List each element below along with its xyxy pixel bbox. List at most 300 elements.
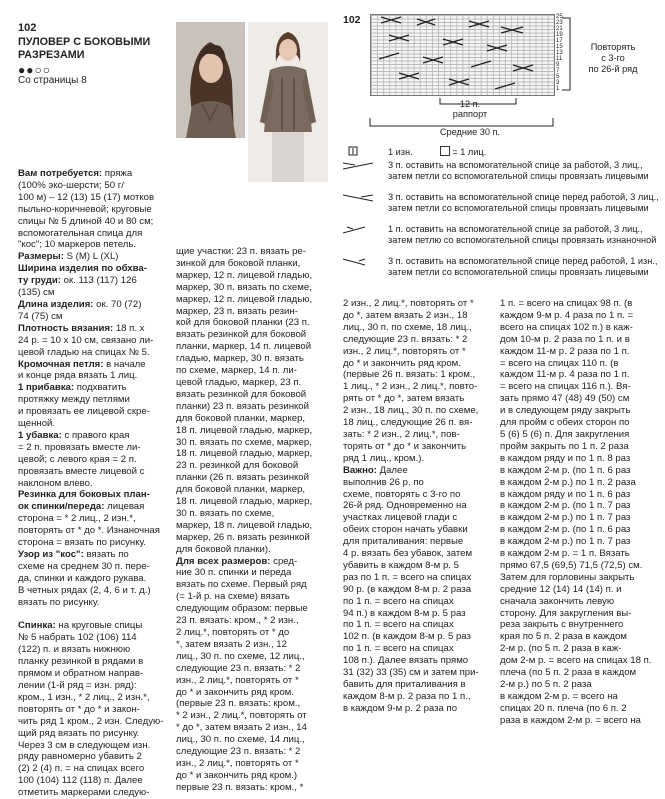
text-line-body: по 1 п. = всего на спицах (343, 643, 454, 655)
text-line (500, 572, 662, 584)
text-line (18, 632, 168, 644)
text-line-body: 2-м р.) по 5 п. 2 раза (500, 679, 592, 690)
text-line (500, 489, 662, 501)
text-line-body: щие участки: 23 п. вязать ре- (176, 246, 306, 257)
text-line (343, 381, 498, 393)
knit-symbol-icon (440, 146, 450, 156)
text-line-body: лиц., 30 п. по схеме, 12 лиц., (176, 650, 305, 662)
text-line-body: выполнив 26 р. по (343, 476, 424, 488)
text-line-body: в каждом ряду и по 1 п. 8 раз (500, 452, 631, 464)
text-line (176, 496, 324, 508)
text-line-body: (первые 23 п. вязать: кром., (176, 698, 301, 710)
text-line-heading: Для всех размеров: (176, 555, 271, 567)
text-line (176, 258, 324, 270)
text-line-body: лении (1-й ряд = изн. ряд): (18, 679, 137, 691)
text-line (18, 620, 168, 632)
text-line-body: кой для боковой планки (23 п. (176, 317, 310, 329)
text-line (500, 643, 662, 655)
text-line-body: провязать вместе лицевой с (18, 465, 145, 477)
difficulty-rating: ●●○○ (18, 63, 51, 77)
text-line (176, 377, 324, 389)
text-line (176, 675, 324, 687)
text-line (18, 180, 168, 192)
text-line-body: лицевая (104, 501, 145, 513)
pattern-number: 102 (18, 22, 37, 34)
text-line-body: маркер, 12 п. лицевой гладью, (176, 293, 313, 305)
text-line-body: до * и закончить ряд кром. (343, 357, 461, 369)
text-line-body: на круговые спицы (55, 620, 143, 632)
row-number: 1 (556, 86, 560, 92)
text-line-body: = всего на спицах 116 п.). Вя- (500, 381, 631, 393)
text-line (18, 692, 168, 704)
text-line (500, 441, 662, 453)
text-line (176, 698, 324, 710)
text-line (343, 393, 498, 405)
text-line-body: каждом 11-м р. 4 раза по 1 п. (500, 369, 630, 381)
text-line (18, 347, 168, 359)
text-line-body: в каждом 2-м р.) по 1 п. 2 раза (500, 476, 636, 488)
text-line-body: отметить маркерами следую- (18, 787, 150, 799)
text-line (176, 615, 324, 627)
text-line-body: спицы № 5 длиной 40 и 80 см; (18, 215, 154, 227)
text-line-heading: Кромочная петля: (18, 358, 104, 370)
text-line-body: до * и закончить ряд кром.) (176, 769, 298, 781)
text-line-body: = 2 п. провязать вместе ли- (18, 441, 141, 453)
text-line-body: щенной. (18, 418, 56, 430)
text-line (343, 334, 498, 346)
text-line (176, 472, 324, 484)
text-line-heading: Плотность вязания: (18, 322, 114, 334)
text-line-body: по 1 п. = всего на спицах (343, 619, 454, 631)
text-line-body: маркер, 12 п. лицевой гладью, (176, 269, 313, 281)
text-line-body: 30 п. вязать по схеме, (176, 507, 275, 519)
text-line-body: (100% эко-шерсти; 50 г/ (18, 179, 124, 191)
text-line-body: схеме на среднем 30 п. пере- (18, 560, 150, 572)
text-line-body: маркер, 23 п. вязать резин- (176, 305, 298, 317)
text-line-body: всего на спицах 102 п.) в каж- (500, 321, 633, 333)
text-line-body: изн., 2 лиц.*, повторять от * (176, 757, 299, 769)
text-line (18, 466, 168, 478)
text-line (343, 524, 498, 536)
text-line-body: вязать по рисунку. (18, 596, 100, 608)
text-line (343, 441, 498, 453)
text-line (18, 513, 168, 525)
text-line (500, 500, 662, 512)
text-line (500, 310, 662, 322)
text-line (343, 596, 498, 608)
chart-number: 102 (343, 14, 361, 26)
text-line (500, 405, 662, 417)
text-line (500, 298, 662, 310)
text-line-body: в каждом 9-м р. 2 раза по (343, 702, 458, 714)
text-line-body: 18 лиц., следующие 26 п. вя- (343, 417, 473, 429)
text-line-body: сторону. Для закругления вы- (500, 607, 632, 619)
text-line-body: ряду равномерно убавить 2 (18, 751, 142, 763)
text-line (18, 763, 168, 775)
text-line-body: каждом 11-м р. 2 раза по 1 п. (500, 345, 630, 357)
text-line-body: для пройм с обеих сторон по (500, 417, 630, 429)
text-line-body: ряд 1 лиц., кром.). (343, 452, 425, 464)
text-line-body: * 2 изн., 2 лиц.*, повторять от (176, 710, 307, 722)
woman-full-figure-icon (248, 22, 328, 182)
text-line-body: плеча (по 5 п. 2 раза в каждом (500, 667, 637, 679)
text-line (176, 758, 324, 770)
text-line-body: *, затем вязать 2 изн., 12 (176, 638, 287, 650)
text-line-body: 94 п.) в каждом 8-м р. 5 раз (343, 607, 466, 619)
text-line-body: сторона = вязать по рисунку. (18, 537, 147, 549)
text-line (343, 536, 498, 548)
text-line (343, 655, 498, 667)
model-photo-closeup (176, 22, 245, 138)
text-line (176, 282, 324, 294)
text-line-body: 2 изн., 2 лиц.*, повторять от * (343, 298, 474, 309)
text-line (176, 437, 324, 449)
text-line (500, 631, 662, 643)
text-line-body: 102 п. (в каждом 8-м р. 5 раз (343, 631, 471, 643)
text-line (176, 520, 324, 532)
text-line-body: протяжку между петлями (18, 394, 130, 406)
text-line-heading: Спинка: (18, 620, 56, 632)
legend-text: 3 п. оставить на вспомогательной спице перед работой, 3 лиц., затем петли со вспомогательной спицы провязать лицевыми (388, 192, 659, 213)
text-line (18, 192, 168, 204)
text-line-body: реза закрыть с внутреннего (500, 619, 624, 631)
legend-text: 3 п. оставить на вспомогательной спице за работой, 3 лиц., затем петли со вспомогательной спицы провязать лицевыми (388, 160, 649, 181)
text-line-body: с правого края (61, 429, 130, 441)
text-line-body: планки, маркер, 14 п. лицевой (176, 341, 312, 353)
text-line (18, 359, 168, 371)
text-line-body: для приталивания: первые (343, 536, 464, 548)
text-line-body: прямом и обратном направ- (18, 668, 144, 680)
text-line (500, 381, 662, 393)
text-line (500, 334, 662, 346)
text-line (176, 770, 324, 782)
text-line (343, 608, 498, 620)
text-line (343, 346, 498, 358)
text-line (343, 667, 498, 679)
text-line (343, 584, 498, 596)
text-line-body: пряжа (102, 168, 133, 179)
text-line-body: участках лицевой глади с (343, 512, 458, 524)
text-line (343, 310, 498, 322)
instructions-column-4 (500, 298, 662, 727)
text-line-body: раза в каждом 2-м р. = всего на (500, 714, 641, 726)
row-number: 5 (556, 74, 560, 80)
text-line (18, 609, 168, 621)
text-line-body: (122) п. и вязать нижнюю (18, 644, 131, 656)
text-line-body: зать: * 2 изн., 2 лиц.*, пов- (343, 428, 460, 440)
repeat-bracket-icon (560, 16, 574, 92)
text-line-body: бавить для приталивания в (343, 679, 466, 690)
text-line (343, 417, 498, 429)
text-line-body: в каждом 2-м р. = 1 п. Вязать (500, 548, 630, 560)
text-line (18, 406, 168, 418)
text-line-body: повторять от * до *. Изнаночная (18, 525, 160, 537)
legend-text (388, 146, 661, 158)
text-line-body: вязать резинкой для боковой (176, 329, 307, 341)
row-number: 25 (556, 14, 563, 20)
text-line (176, 567, 324, 579)
text-line (18, 728, 168, 740)
text-line (500, 429, 662, 441)
text-line (500, 679, 662, 691)
text-line (500, 477, 662, 489)
text-line-body: 24 р. = 10 х 10 см, связано ли- (18, 334, 154, 346)
text-line-body: 18 п. х (113, 322, 145, 334)
text-line-body: планки) 23 п. вязать резинкой (176, 400, 309, 412)
text-line-body: 1 п. = всего на спицах 98 п. (в (500, 298, 633, 309)
text-line-body: повторять от * до * и закон- (18, 703, 140, 715)
text-line-body: 100 м) – 12 (13) 15 (17) мотков (18, 191, 155, 203)
text-line-body: изн., 2 лиц.*, повторять от * (343, 345, 466, 357)
text-line-body: 1 лиц., * 2 изн., 2 лиц.*, повто- (343, 381, 478, 393)
text-line (500, 346, 662, 358)
text-line (176, 710, 324, 722)
text-line (18, 585, 168, 597)
row-number: 21 (556, 26, 563, 32)
text-line-body: (= 1-й р. на схеме) вязать (176, 591, 290, 603)
text-line (176, 746, 324, 758)
text-line-body: каждом 8-м р. 2 раза по 1 п., (343, 690, 471, 702)
text-line (18, 740, 168, 752)
text-line-body: вязать по схеме. Первый ряд (176, 579, 307, 591)
text-line-body: Через 3 см в следующем изн. (18, 739, 151, 751)
text-line-body: в каждом ряду и по 1 п. 6 раз (500, 488, 631, 500)
text-line-body: по схеме, маркер, 14 п. ли- (176, 365, 297, 377)
text-line (176, 508, 324, 520)
text-line (500, 524, 662, 536)
text-line (500, 393, 662, 405)
text-line-body: ок. 113 (117) 126 (60, 275, 137, 287)
cable-purl-back-symbol-icon (343, 224, 373, 234)
legend-text: 3 п. оставить на вспомогательной спице перед работой, 1 изн., затем петли со вспомогательной спицы провязать лицевыми (388, 256, 658, 277)
text-line (176, 448, 324, 460)
repeat-line: Повторять (590, 42, 636, 52)
text-line-body: прямо 67,5 (69,5) 71,5 (72,5) см. (500, 559, 643, 571)
text-line-heading: Резинка для боковых план- (18, 489, 150, 501)
instructions-column-3 (343, 298, 498, 715)
row-number: 9 (556, 62, 560, 68)
text-line (176, 556, 324, 568)
text-line-body: следующие 23 п. вязать: * 2 (176, 662, 301, 674)
text-line-body: планку резинкой в рядами в (18, 656, 144, 668)
text-line (176, 591, 324, 603)
repeat-note (573, 42, 653, 75)
text-line-heading: Узор из "кос": (18, 549, 84, 560)
text-line-body: 108 п.). Далее вязать прямо (343, 655, 469, 667)
text-line (18, 287, 168, 299)
text-line (500, 691, 662, 703)
text-line-body: (2) 2 (4) п. = на спицах всего (18, 763, 145, 775)
text-line-body: ок. 70 (72) (93, 298, 142, 310)
text-line-body: Затем для горловины закрыть (500, 571, 635, 583)
text-line-heading: Размеры: (18, 251, 64, 263)
text-line-body: подхватить (74, 382, 127, 394)
text-line-body: каждом 9-м р. 4 раза по 1 п. = (500, 309, 634, 321)
text-line-body: пройм закрыть по 1 п. 2 раза (500, 440, 629, 452)
text-line-body: маркер, 26 п. вязать резинкой (176, 531, 310, 543)
text-line (176, 413, 324, 425)
text-line-body: кром., 1 изн., * 2 лиц., 2 изн.*, (18, 691, 150, 703)
text-line-body: 18 п. лицевой гладью, маркер, (176, 448, 313, 460)
text-line-heading: ок спинки/переда: (18, 501, 105, 513)
text-line-body: края по 5 п. 2 раза в каждом (500, 631, 627, 643)
text-line-body: сред- (270, 555, 298, 567)
text-line (18, 311, 168, 323)
text-line-body: цевой; с левого края = 2 п. (18, 453, 137, 465)
text-line (500, 596, 662, 608)
text-line (18, 251, 168, 263)
text-line (343, 631, 498, 643)
text-line (18, 561, 168, 573)
text-line-body: № 5 набрать 102 (106) 114 (18, 632, 137, 644)
text-line (18, 478, 168, 490)
text-line (343, 358, 498, 370)
text-line (500, 548, 662, 560)
text-line (343, 500, 498, 512)
text-line-body: сначала закончить левую (500, 595, 615, 607)
text-line (343, 465, 498, 477)
text-line (343, 679, 498, 691)
text-line-body: для боковой планки). (176, 543, 271, 555)
legend-purl-text: 1 изн. (388, 147, 413, 157)
text-line-body: раз по 1 п. = всего на спицах (343, 571, 472, 583)
instructions-column-2 (176, 246, 324, 794)
text-line (18, 668, 168, 680)
text-line (18, 501, 168, 513)
text-line (500, 703, 662, 715)
text-line (18, 751, 168, 763)
text-line (18, 228, 168, 240)
text-line-body: первые 23 п. вязать: кром., * (176, 781, 304, 793)
text-line-heading: ту груди: (18, 275, 61, 287)
text-line-body: и конце ряда вязать 1 лиц. (18, 370, 138, 382)
text-line-body: следующие 23 п. вязать: * 2 (343, 333, 468, 345)
text-line (176, 389, 324, 401)
text-line (343, 298, 498, 310)
text-line (18, 549, 168, 561)
text-line (176, 639, 324, 651)
text-line-body: цевой гладью на спицах № 5. (18, 346, 150, 358)
text-line (343, 572, 498, 584)
rapport-word: раппорт (452, 109, 488, 119)
text-line-body: 4 р. вязать без убавок, затем (343, 548, 473, 560)
text-line-body: зать прямо 47 (48) 49 (50) см (500, 393, 630, 405)
text-line-body: "кос"; 10 маркеров петель. (18, 239, 137, 251)
text-line-body: для боковой планки, маркер, (176, 484, 306, 496)
text-line (176, 687, 324, 699)
text-line (18, 442, 168, 454)
text-line-body: 18 п. лицевой гладью, маркер, (176, 496, 313, 508)
text-line (176, 663, 324, 675)
text-line-body: лиц., 30 п. по схеме, 18 лиц., (343, 321, 472, 333)
text-line (500, 619, 662, 631)
text-line (176, 603, 324, 615)
text-line (500, 512, 662, 524)
text-line-body: и провязать ее лицевой скре- (18, 406, 150, 418)
text-line-body: в каждом 2-м р. = всего на (500, 690, 618, 702)
text-line (500, 417, 662, 429)
text-line-body: в каждом 2-м р.) по 1 п. 7 раз (500, 536, 631, 548)
text-line (176, 627, 324, 639)
text-line (500, 322, 662, 334)
text-line-body: 2-м р. (по 5 п. 2 раза в каж- (500, 643, 622, 655)
text-line-body: дом 2-м р. = всего на спицах 18 п. (500, 655, 652, 667)
text-line (18, 454, 168, 466)
text-line (176, 294, 324, 306)
text-line (18, 204, 168, 216)
text-line (18, 216, 168, 228)
text-line-body: 31 (32) 33 (35) см и затем при- (343, 667, 479, 679)
model-photo-full (248, 22, 328, 182)
text-line-body: наклоном влево. (18, 477, 93, 489)
text-line (18, 394, 168, 406)
source-reference: Со страницы 8 (18, 75, 87, 86)
text-line-body: сторона = * 2 лиц., 2 изн.*, (18, 513, 136, 525)
text-line-body: убавить в каждом 8-м р. 5 (343, 559, 459, 571)
text-line-body: обеих сторон начать убавки (343, 524, 468, 536)
row-number: 19 (556, 32, 563, 38)
repeat-line: с 3-го (601, 53, 625, 63)
text-line-body: планки (26 п. вязать резинкой (176, 472, 309, 484)
text-line-heading: 1 убавка: (18, 429, 62, 441)
title-line-1: ПУЛОВЕР С БОКОВЫМИ (18, 36, 151, 48)
text-line (18, 656, 168, 668)
text-line-body: маркер, 18 п. лицевой гладью, (176, 519, 313, 531)
text-line (18, 263, 168, 275)
text-line-body: цевой гладью, маркер, 23 п. (176, 376, 302, 388)
text-line-body: 23 п. резинкой для боковой (176, 460, 299, 472)
text-line-body: (135) см (18, 287, 55, 299)
text-line (18, 704, 168, 716)
text-line (500, 453, 662, 465)
text-line (176, 401, 324, 413)
row-number: 17 (556, 38, 563, 44)
text-line (343, 369, 498, 381)
legend-knit-text: = 1 лиц. (452, 147, 487, 157)
text-line-body: торять от * до * и закончить (343, 440, 467, 452)
text-line (176, 353, 324, 365)
text-line (176, 246, 324, 258)
text-line-body: изн., 2 лиц.*, повторять от * (176, 674, 299, 686)
row-number: 7 (556, 68, 560, 74)
rapport-stitches: 12 п. (459, 99, 481, 109)
text-line (500, 715, 662, 727)
text-line (343, 619, 498, 631)
cable-purl-front-symbol-icon (343, 256, 373, 266)
text-line-body: 30 п. вязать по схеме, маркер, (176, 436, 312, 448)
text-line (176, 425, 324, 437)
text-line (176, 722, 324, 734)
text-line (18, 239, 168, 251)
text-line-body: (первые 26 п. вязать: 1 кром., (343, 369, 476, 381)
text-line (18, 323, 168, 335)
text-line-heading: Длина изделия: (18, 298, 94, 310)
text-line-body: S (M) L (XL) (63, 251, 119, 263)
text-line-body: 100 (104) 112 (118) п. Далее (18, 775, 143, 787)
text-line (176, 484, 324, 496)
text-line-body: схеме, повторять с 3-го по (343, 488, 461, 500)
text-line (176, 651, 324, 663)
text-line (18, 573, 168, 585)
text-line (18, 680, 168, 692)
text-line-body: спицах 20 п. плеча (по 6 п. 2 (500, 702, 627, 714)
text-line (500, 465, 662, 477)
text-line (500, 667, 662, 679)
text-line-body: по 1 п. = всего на спицах (343, 595, 454, 607)
text-line-body: вязать по (83, 549, 129, 560)
text-line-body: для боковой планки, маркер, (176, 412, 306, 424)
text-line-body: 2 изн., 18 лиц., 30 п. по схеме, (343, 405, 479, 417)
